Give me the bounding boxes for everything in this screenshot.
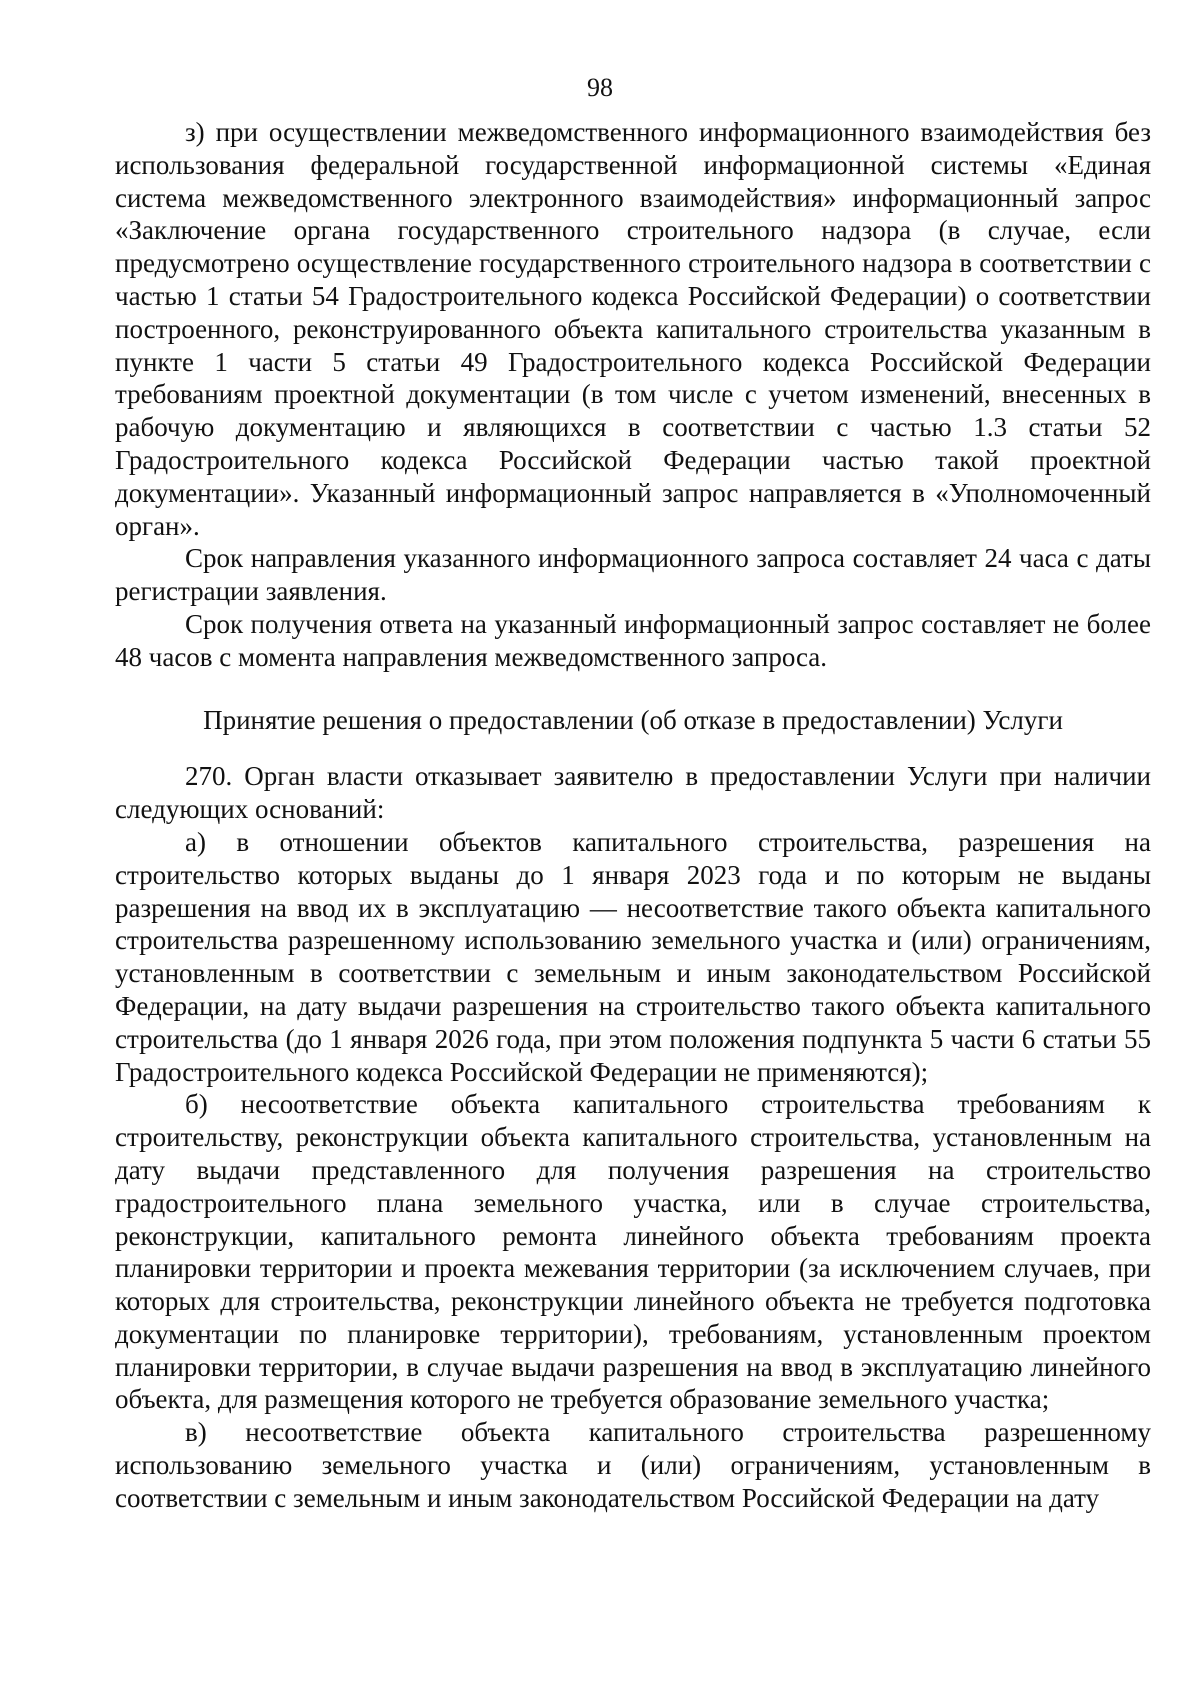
paragraph-item-a: а) в отношении объектов капитального строительства, разрешения на строительство которых выданы до 1 января 2023 года и по которым не выданы разрешения на ввод их в эксплуатацию — несоответствие такого объекта капитального строительства разрешенному использованию земельного участка и (или) ограничениям, установленным в соответствии с земельным и иным законодательством Российской Федерации, на дату выдачи разрешения на строительство такого объекта капитального строительства (до 1 января 2026 года, при этом положения подпункта 5 части 6 статьи 55 Градостроительного кодекса Российской Федерации не применяются); [115,826,1151,1087]
document-body [115,116,1151,1515]
paragraph-z-info-request: з) при осуществлении межведомственного информационного взаимодействия без использования федеральной государственной информационной системы «Единая система межведомственного электронного взаимодействия» информационный запрос «Заключение органа государственного строительного надзора (в случае, если предусмотрено осуществление государственного строительного надзора в соответствии с частью 1 статьи 54 Градостроительного кодекса Российской Федерации) о соответствии построенного, реконструированного объекта капитального строительства указанным в пункте 1 части 5 статьи 49 Градостроительного кодекса Российской Федерации требованиям проектной документации (в том числе с учетом изменений, внесенных в рабочую документацию и являющихся в соответствии с частью 1.3 статьи 52 Градостроительного кодекса Российской Федерации частью такой проектной документации». Указанный информационный запрос направляется в «Уполномоченный орган». [115,117,1151,541]
paragraph-request-send-deadline: Срок направления указанного информационного запроса составляет 24 часа с даты регистрации заявления. [115,543,1151,607]
page-number: 98 [587,73,613,102]
paragraph-item-v: в) несоответствие объекта капитального строительства разрешенному использованию земельного участка и (или) ограничениям, установленным в соответствии с земельным и иным законодательством Российской Федерации на дату [115,1417,1151,1513]
paragraph-270-refusal-grounds: 270. Орган власти отказывает заявителю в предоставлении Услуги при наличии следующих оснований: [115,761,1151,825]
section-heading: Принятие решения о предоставлении (об отказе в предоставлении) Услуги [203,704,1063,735]
paragraph-response-deadline: Срок получения ответа на указанный информационный запрос составляет не более 48 часов с момента направления межведомственного запроса. [115,608,1151,672]
paragraph-item-b: б) несоответствие объекта капитального строительства требованиям к строительству, реконструкции объекта капитального строительства, установленным на дату выдачи представленного для получения разрешения на строительство градостроительного плана земельного участка, или в случае строительства, реконструкции, капитального ремонта линейного объекта требованиям проекта планировки территории и проекта межевания территории (за исключением случаев, при которых для строительства, реконструкции линейного объекта не требуется подготовка документации по планировке территории), требованиям, установленным проектом планировки территории, в случае выдачи разрешения на ввод в эксплуатацию линейного объекта, для размещения которого не требуется образование земельного участка; [115,1089,1151,1415]
